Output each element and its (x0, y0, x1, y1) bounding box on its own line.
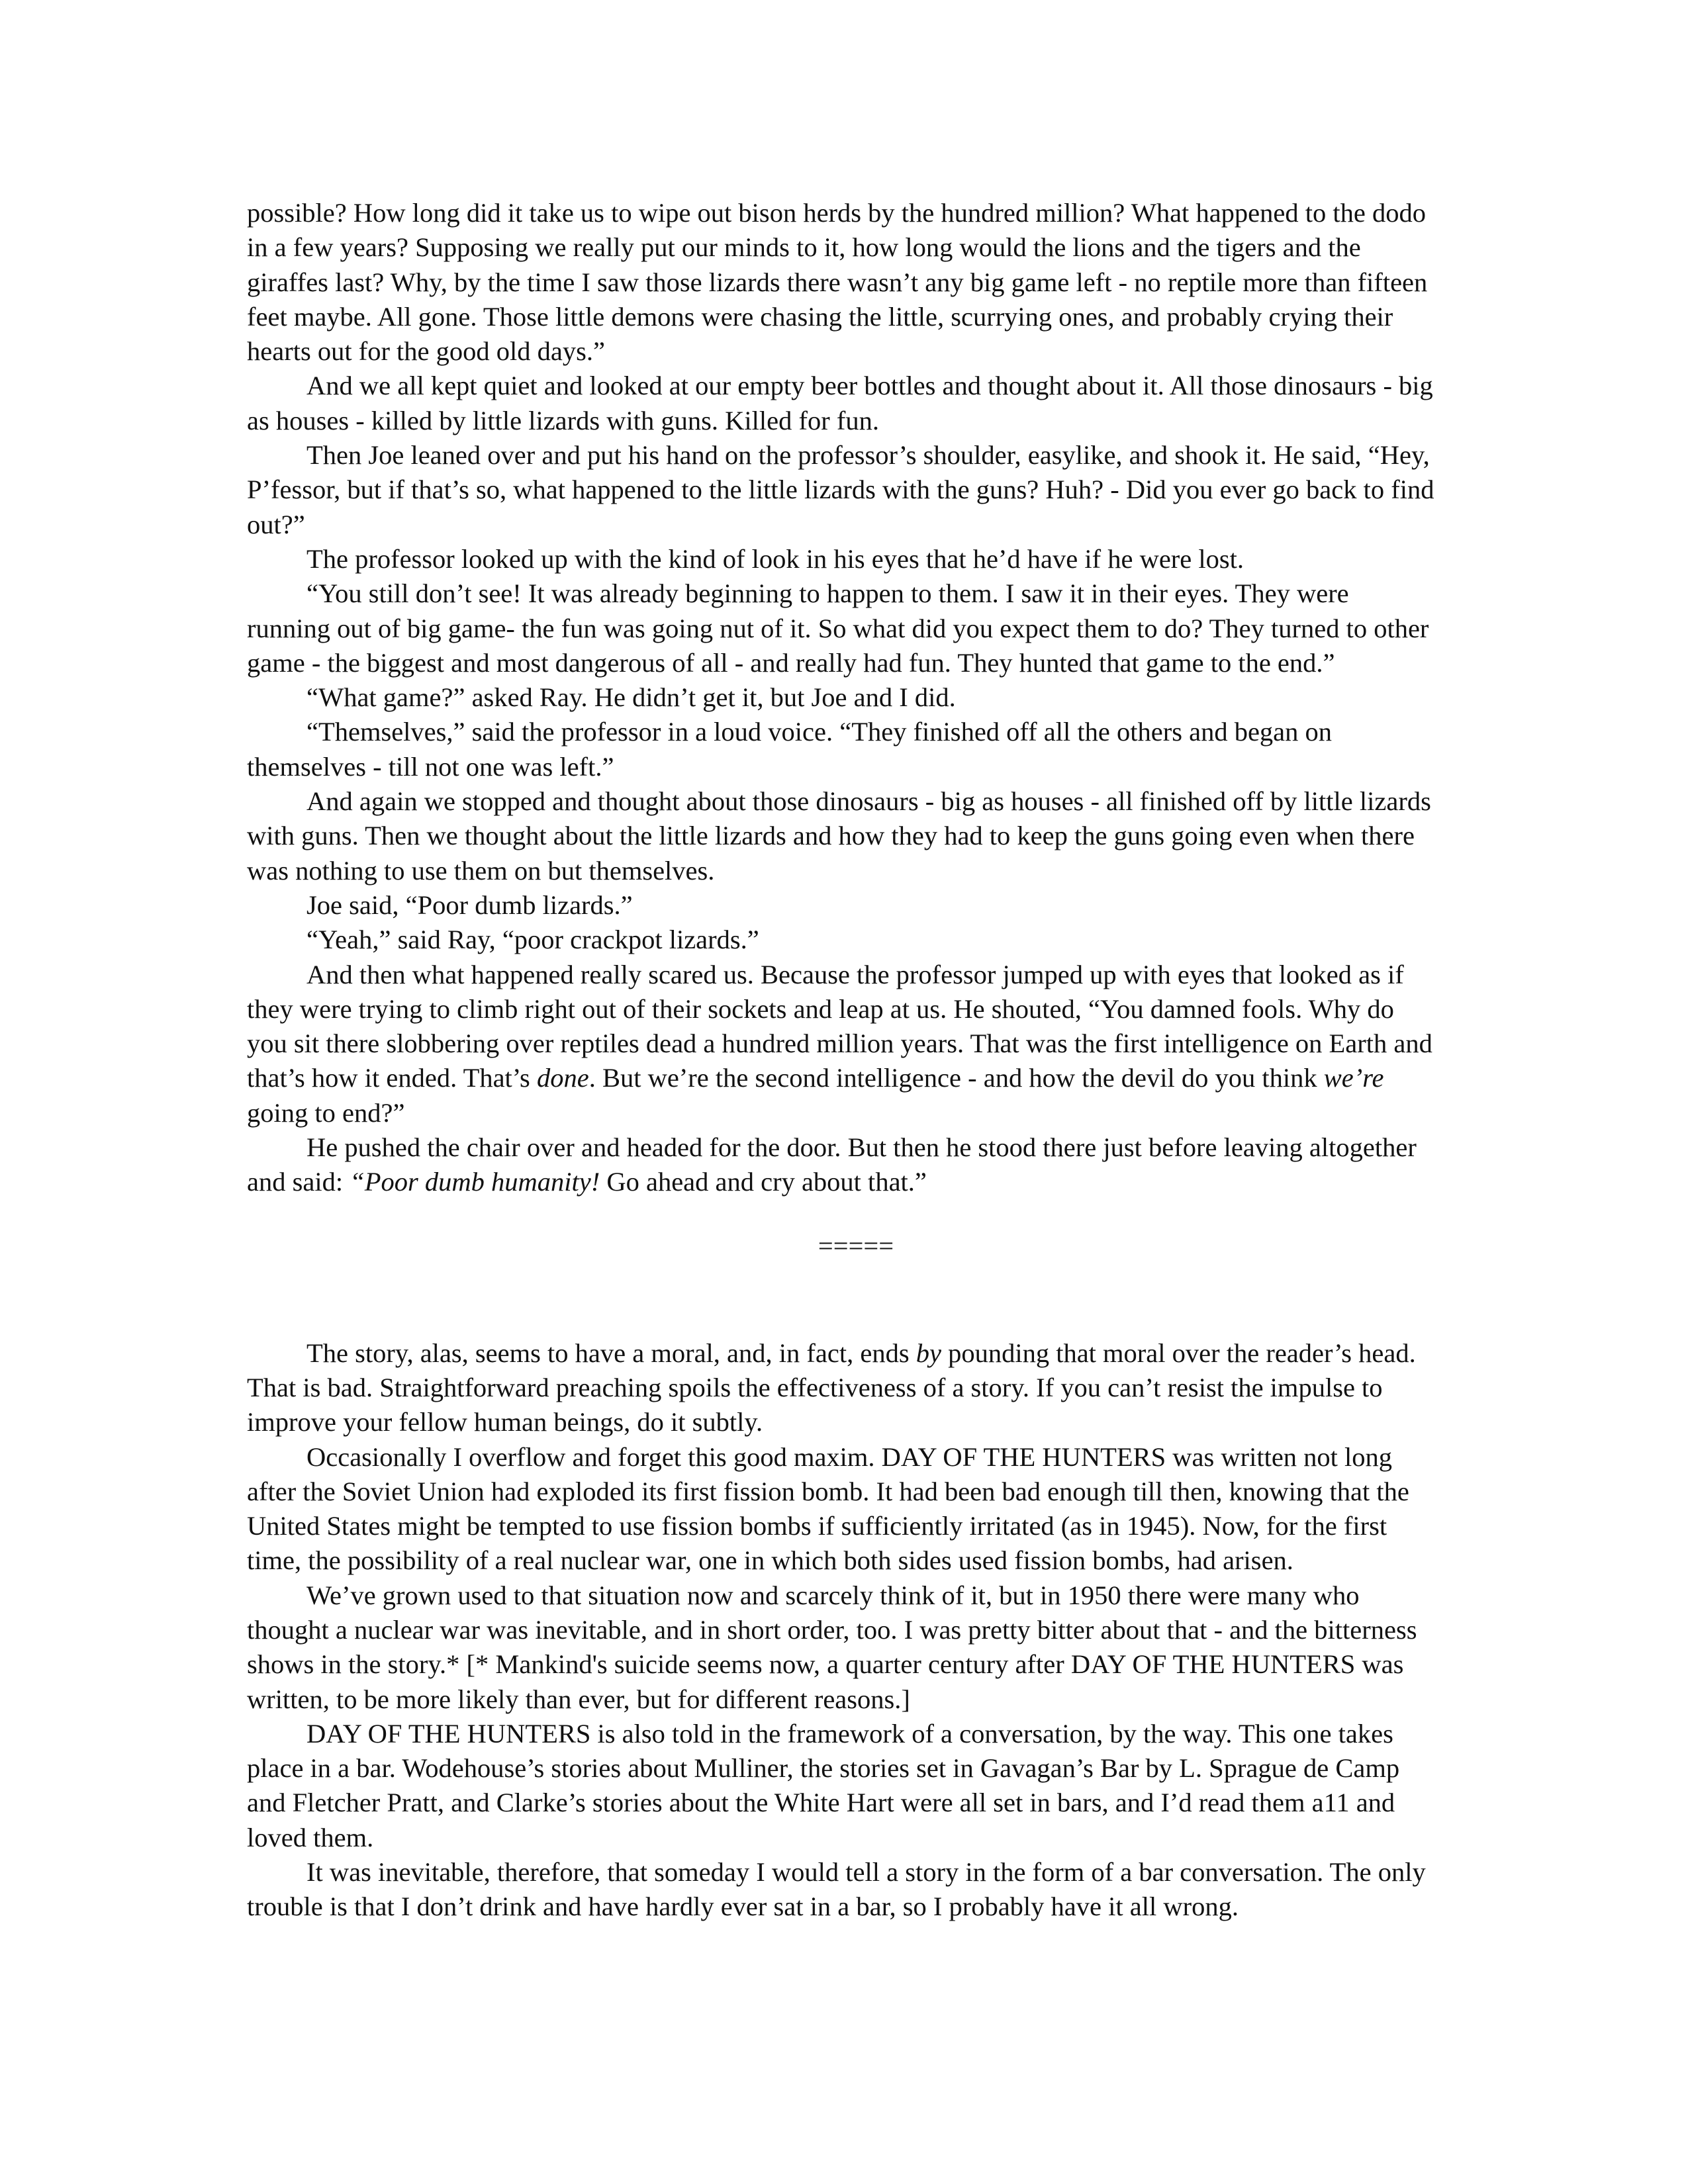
story-paragraph-8: And again we stopped and thought about those dinosaurs - big as houses - all finished off by little lizards with guns. Then we thought about the little lizards and how they had to keep the guns going even when there was nothing to use them on but themselves. (247, 786, 1431, 886)
shout-text-2: . But we’re the second intelligence - and how the devil do you think (588, 1063, 1324, 1093)
afterword-paragraph-3: We’ve grown used to that situation now and scarcely think of it, but in 1950 there were many who thought a nuclear war was inevitable, and in short order, too. I was pretty bitter about that - and the bitterness shows in the story.* [* Mankind's suicide seems now, a quarter century after DAY OF THE HUNTERS was written, to be more likely than ever, but for different reasons.] (247, 1580, 1417, 1714)
shout-italic-were: we’re (1323, 1063, 1384, 1093)
story-paragraph-ending (247, 1130, 1438, 1200)
afterword-paragraph-4: DAY OF THE HUNTERS is also told in the framework of a conversation, by the way. This one takes place in a bar. Wodehouse’s stories about Mulliner, the stories set in Gavagan’s Bar by L. Sprague de Camp and Fletcher Pratt, and Clarke’s stories about the White Hart were all set in bars, and I’d read them a11 and loved them. (247, 1718, 1400, 1852)
afterword-paragraph-2: Occasionally I overflow and forget this good maxim. DAY OF THE HUNTERS was written not long after the Soviet Union had exploded its first fission bomb. It had been bad enough till then, knowing that the United States might be tempted to use fission bombs if sufficiently irritated (as in 1945). Now, for the first time, the possibility of a real nuclear war, one in which both sides used fission bombs, had arisen. (247, 1441, 1409, 1576)
story-paragraph-1: possible? How long did it take us to wipe out bison herds by the hundred million? What happened to the dodo in a few years? Supposing we really put our minds to it, how long would the lions and the tigers and the giraffes last? Why, by the time I saw those lizards there wasn’t any big game left - no reptile more than fifteen feet maybe. All gone. Those little demons were chasing the little, scurrying ones, and probably crying their hearts out for the good old days.” (247, 198, 1428, 367)
ending-text-1: He pushed the chair over and headed for the door. But then he stood there just before leaving altogether and said: (247, 1132, 1417, 1197)
afterword-italic-by: by (915, 1338, 941, 1368)
section-break (247, 1200, 1438, 1336)
shout-italic-done: done (536, 1063, 589, 1093)
story-paragraph-2: And we all kept quiet and looked at our empty beer bottles and thought about it. All those dinosaurs - big as houses - killed by little lizards with guns. Killed for fun. (247, 371, 1433, 435)
shout-text-3: going to end?” (247, 1097, 405, 1128)
story-paragraph-7: “Themselves,” said the professor in a loud voice. “They finished off all the others and began on themselves - till not one was left.” (247, 717, 1333, 782)
shout-text-1: And then what happened really scared us. Because the professor jumped up with eyes that looked as if they were trying to climb right out of their sockets and leap at us. He shouted, “You damned fools. Why do you sit there slobbering over reptiles dead a hundred million years. That was the first intelligence on Earth and that’s how it ended. That’s (247, 959, 1432, 1093)
afterword-text-2: pounding that moral over the reader’s head. That is bad. Straightforward preaching spoils the effectiveness of a story. If you can’t resist the impulse to improve your fellow human beings, do it subtly. (247, 1338, 1416, 1437)
afterword-paragraph-5: It was inevitable, therefore, that someday I would tell a story in the form of a bar conversation. The only trouble is that I don’t drink and have hardly ever sat in a bar, so I probably have it all wrong. (247, 1857, 1426, 1922)
story-paragraph-shout (247, 958, 1438, 1130)
afterword-paragraph-1 (247, 1336, 1438, 1440)
story-paragraph-10: “Yeah,” said Ray, “poor crackpot lizards.” (306, 925, 759, 955)
ending-italic: “Poor dumb humanity! (350, 1167, 600, 1197)
document-page (247, 196, 1438, 1925)
ending-text-2: Go ahead and cry about that.” (600, 1167, 927, 1197)
afterword-text-1: The story, alas, seems to have a moral, and, in fact, ends (306, 1338, 916, 1368)
story-paragraph-9: Joe said, “Poor dumb lizards.” (306, 889, 633, 920)
story-paragraph-5: “You still don’t see! It was already beginning to happen to them. I saw it in their eyes. They were running out of big game- the fun was going nut of it. So what did you expect them to do? They turned to other game - the biggest and most dangerous of all - and really had fun. They hunted that game to the end.” (247, 578, 1429, 678)
story-paragraph-6: “What game?” asked Ray. He didn’t get it, but Joe and I did. (306, 682, 956, 713)
story-paragraph-4: The professor looked up with the kind of look in his eyes that he’d have if he were lost. (306, 543, 1244, 574)
section-separator: ===== (818, 1230, 894, 1261)
story-paragraph-3: Then Joe leaned over and put his hand on the professor’s shoulder, easylike, and shook it. He said, “Hey, P’fessor, but if that’s so, what happened to the little lizards with the guns? Huh? - Did you ever go back to find out?” (247, 440, 1434, 539)
